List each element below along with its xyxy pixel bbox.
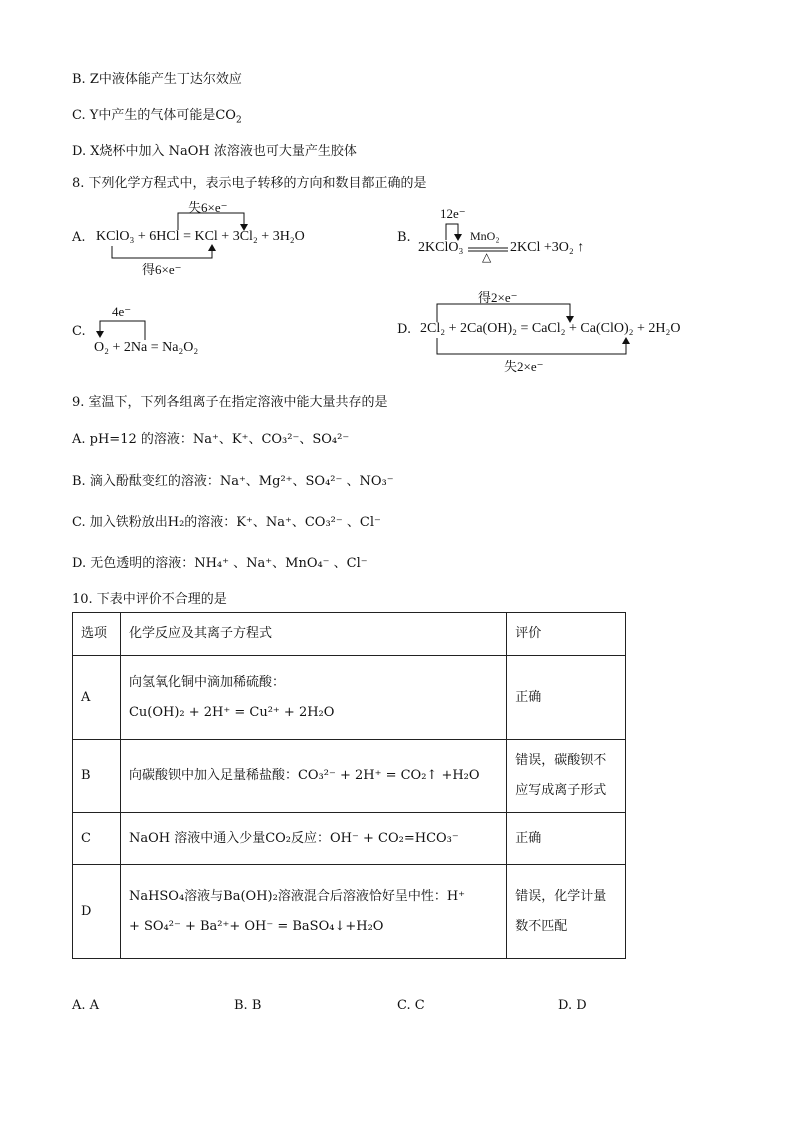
row-reaction-line1: NaHSO₄溶液与Ba(OH)₂溶液混合后溶液恰好呈中性：H⁺	[128, 888, 466, 904]
row-reaction-line1: NaOH 溶液中通入少量CO₂反应：OH⁻ + CO₂=HCO₃⁻	[128, 830, 459, 846]
row-evaluation	[507, 865, 626, 959]
q8-option-c-equation: O₂ + 2Na = Na₂O₂	[94, 340, 199, 355]
table-row	[73, 740, 626, 813]
q7-option-c-sub: 2	[235, 115, 242, 126]
row-evaluation-line1: 正确	[515, 689, 542, 705]
q10-evaluation-table	[72, 612, 626, 959]
table-row	[73, 656, 626, 740]
row-evaluation	[507, 813, 626, 865]
table-row	[73, 813, 626, 865]
row-evaluation	[507, 656, 626, 740]
row-option: C	[73, 813, 121, 865]
row-evaluation	[507, 740, 626, 813]
q8-option-d-gain: 得2×e⁻	[478, 290, 518, 305]
q8-option-d-equation: 2Cl₂ + 2Ca(OH)₂ = CaCl₂ + Ca(ClO)₂ + 2H₂O	[420, 321, 681, 336]
row-reaction	[120, 813, 506, 865]
q7-option-d: D. X烧杯中加入 NaOH 浓溶液也可大量产生胶体	[72, 144, 357, 159]
q8-option-c-label: C.	[72, 324, 86, 339]
q8-option-b-heat: △	[482, 250, 492, 264]
q9-option-b: B. 滴入酚酞变红的溶液：Na⁺、Mg²⁺、SO₄²⁻ 、NO₃⁻	[72, 474, 394, 489]
q8-option-a-label: A.	[72, 230, 86, 245]
row-reaction	[120, 656, 506, 740]
row-option: B	[73, 740, 121, 813]
q8-option-d-label: D.	[397, 322, 412, 337]
header-option: 选项	[73, 613, 121, 656]
q10-answer-a: A. A	[72, 998, 100, 1013]
table-row	[73, 865, 626, 959]
q10-answer-b: B. B	[234, 998, 262, 1013]
q8-option-b-reactant: 2KClO₃	[418, 240, 464, 255]
row-option: A	[73, 656, 121, 740]
q8-option-c-electrons: 4e⁻	[112, 304, 132, 319]
q9-option-c: C. 加入铁粉放出H₂的溶液：K⁺、Na⁺、CO₃²⁻ 、Cl⁻	[72, 515, 381, 530]
row-option: D	[73, 865, 121, 959]
q8-option-a-equation: KClO₃ + 6HCl = KCl + 3Cl₂ + 3H₂O	[96, 229, 305, 244]
q8-option-b-catalyst: MnO₂	[470, 229, 500, 243]
q8-option-b-label: B.	[397, 230, 411, 245]
header-evaluation: 评价	[507, 613, 626, 656]
q8-option-d-lose: 失2×e⁻	[504, 359, 544, 374]
q8-option-a-lose: 失6×e⁻	[188, 200, 228, 215]
row-reaction-line2: + SO₄²⁻ + Ba²⁺+ OH⁻ = BaSO₄↓+H₂O	[128, 918, 384, 934]
q8-option-a-gain: 得6×e⁻	[142, 262, 182, 277]
row-reaction	[120, 865, 506, 959]
table-header-row	[73, 613, 626, 656]
q8-stem: 8. 下列化学方程式中，表示电子转移的方向和数目都正确的是	[72, 176, 427, 191]
q9-stem: 9. 室温下，下列各组离子在指定溶液中能大量共存的是	[72, 395, 388, 410]
header-reaction: 化学反应及其离子方程式	[120, 613, 506, 656]
q8-option-b-product: 2KCl +3O₂ ↑	[510, 240, 585, 255]
row-evaluation-line1: 错误，碳酸钡不	[515, 753, 607, 768]
row-reaction-line1: 向氢氧化铜中滴加稀硫酸：	[128, 674, 285, 690]
row-reaction-line2: Cu(OH)₂ + 2H⁺ = Cu²⁺ + 2H₂O	[128, 704, 335, 720]
row-evaluation-line1: 正确	[515, 830, 542, 846]
row-reaction-line1: 向碳酸钡中加入足量稀盐酸：CO₃²⁻ + 2H⁺ = CO₂↑ +H₂O	[128, 768, 480, 783]
row-reaction	[120, 740, 506, 813]
q9-option-d: D. 无色透明的溶液：NH₄⁺ 、Na⁺、MnO₄⁻ 、Cl⁻	[72, 556, 368, 571]
q10-answer-d: D. D	[558, 998, 587, 1013]
q7-option-c-text: C. Y中产生的气体可能是CO	[72, 108, 236, 123]
q9-option-a: A. pH=12 的溶液：Na⁺、K⁺、CO₃²⁻、SO₄²⁻	[72, 432, 350, 447]
row-evaluation-line2: 应写成离子形式	[515, 783, 607, 798]
row-evaluation-line2: 数不匹配	[515, 918, 568, 934]
q8-option-b-electrons: 12e⁻	[440, 206, 466, 221]
q10-stem: 10. 下表中评价不合理的是	[72, 592, 227, 607]
row-evaluation-line1: 错误，化学计量	[515, 888, 607, 904]
q7-option-b: B. Z中液体能产生丁达尔效应	[72, 72, 242, 87]
q10-answer-c: C. C	[397, 998, 425, 1013]
